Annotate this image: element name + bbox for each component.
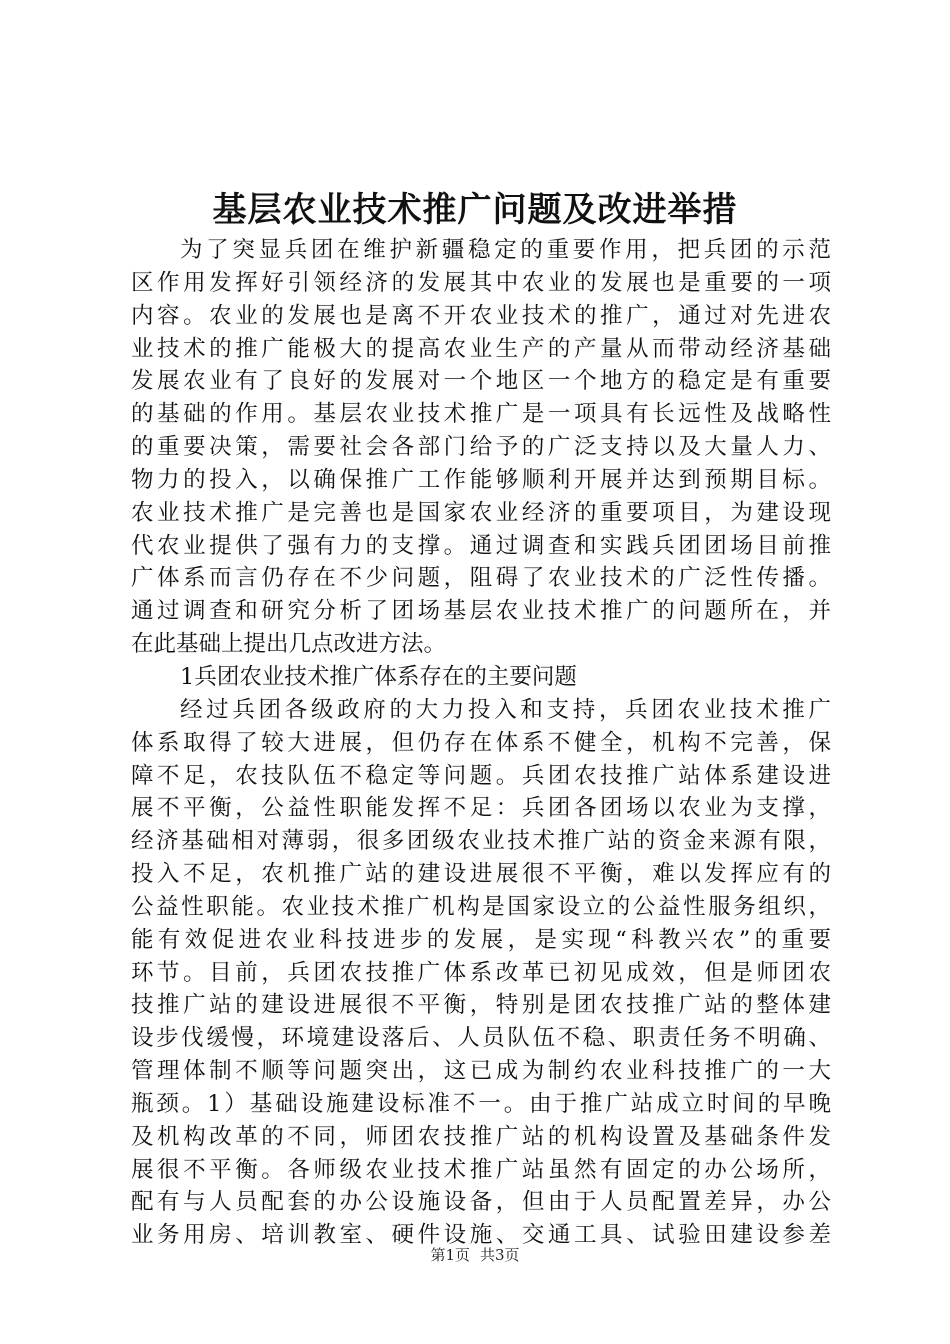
body-line: 环节。目前，兵团农技推广体系改革已初见成效，但是师团农 [131,959,831,986]
body-line: 展很不平衡。各师级农业技术推广站虽然有固定的办公场所， [131,1156,831,1183]
body-line: 广体系而言仍存在不少问题，阻碍了农业技术的广泛性传播。 [131,565,831,592]
document-body [131,234,831,1252]
body-line: 内容。农业的发展也是离不开农业技术的推广，通过对先进农 [131,302,831,329]
body-line: 能有效促进农业科技进步的发展，是实现“科教兴农”的重要 [131,926,831,953]
document-title: 基层农业技术推广问题及改进举措 [212,190,738,230]
body-line: 展不平衡，公益性职能发挥不足：兵团各团场以农业为支撑， [131,795,831,822]
page-footer [0,1244,950,1266]
body-line: 投入不足，农机推广站的建设进展很不平衡，难以发挥应有的 [131,861,831,888]
body-line: 体系取得了较大进展，但仍存在体系不健全，机构不完善，保 [131,729,831,756]
body-line: 经过兵团各级政府的大力投入和支持，兵团农业技术推广 [180,696,831,723]
body-line: 的基础的作用。基层农业技术推广是一项具有长远性及战略性 [131,401,831,428]
body-line: 区作用发挥好引领经济的发展其中农业的发展也是重要的一项 [131,269,831,296]
body-line: 物力的投入，以确保推广工作能够顺利开展并达到预期目标。 [131,466,831,493]
body-line: 技推广站的建设进展很不平衡，特别是团农技推广站的整体建 [131,992,831,1019]
section-heading: 1兵团农业技术推广体系存在的主要问题 [180,663,577,690]
body-line: 代农业提供了强有力的支撑。通过调查和实践兵团团场目前推 [131,532,831,559]
page-number: 第1页 [430,1246,470,1264]
body-line: 发展农业有了良好的发展对一个地区一个地方的稳定是有重要 [131,368,831,395]
body-line: 经济基础相对薄弱，很多团级农业技术推广站的资金来源有限， [131,828,831,855]
page-total: 共3页 [480,1246,520,1264]
body-line: 为了突显兵团在维护新疆稳定的重要作用，把兵团的示范 [180,237,831,263]
body-line: 业技术的推广能极大的提高农业生产的产量从而带动经济基础 [131,335,831,362]
body-line: 业务用房、培训教室、硬件设施、交通工具、试验田建设参差 [131,1222,831,1249]
body-line: 的重要决策，需要社会各部门给予的广泛支持以及大量人力、 [131,434,831,461]
body-line: 及机构改革的不同，师团农技推广站的机构设置及基础条件发 [131,1123,831,1150]
body-line: 管理体制不顺等问题突出，这已成为制约农业科技推广的一大 [131,1058,831,1085]
body-line: 农业技术推广是完善也是国家农业经济的重要项目，为建设现 [131,499,831,526]
body-line: 瓶颈。1）基础设施建设标准不一。由于推广站成立时间的早晚 [131,1090,831,1117]
body-line: 公益性职能。农业技术推广机构是国家设立的公益性服务组织， [131,893,831,920]
body-line: 在此基础上提出几点改进方法。 [131,631,447,658]
body-line: 设步伐缓慢，环境建设落后、人员队伍不稳、职责任务不明确、 [131,1025,831,1052]
body-line: 配有与人员配套的办公设施设备，但由于人员配置差异，办公 [131,1189,831,1216]
body-line: 障不足，农技队伍不稳定等问题。兵团农技推广站体系建设进 [131,762,831,789]
body-line: 通过调查和研究分析了团场基层农业技术推广的问题所在，并 [131,598,831,625]
